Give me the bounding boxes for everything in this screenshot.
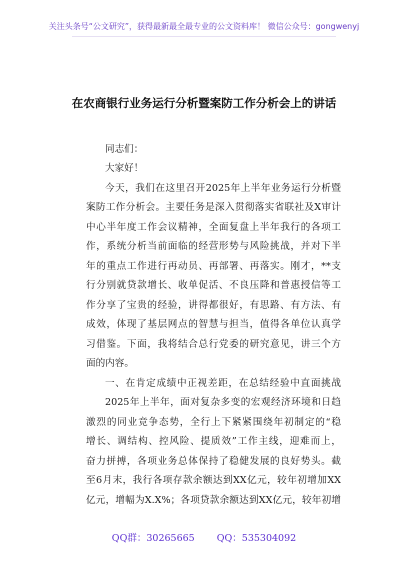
paragraph-line: 作分享了宝贵的经验，讲得都很好，有思路、有方法、有	[86, 299, 341, 311]
qq-contact-label[interactable]: QQ：535304092	[216, 533, 297, 544]
banner-divider	[72, 36, 336, 37]
paragraph-line: 行分别就贷款增长、收单促活、不良压降和普惠授信等工	[86, 280, 341, 291]
paragraph-section-one	[86, 393, 341, 510]
paragraph-line: 面的内容。	[86, 358, 134, 369]
promo-banner[interactable]: 关注头条号“公文研究”，获得最新最全最专业的公文资料库！ 微信公众号：gongwenyj	[48, 22, 360, 31]
paragraph-line: 作，系统分析当前面临的经营形势与风险挑战，并对下半	[86, 241, 341, 252]
greeting: 大家好！	[105, 163, 144, 174]
paragraph-line: 中心半年度工作会议精神，全面复盘上半年我行的各项工	[86, 221, 341, 233]
paragraph-line: 习借鉴。下面，我将结合总行党委的研究意见，讲三个方	[86, 338, 341, 350]
paragraph-line: 年的重点工作进行再动员、再部署、再落实。刚才，**支	[86, 260, 341, 272]
paragraph-line: 案防工作分析会。主要任务是深入贯彻落实省联社及X审计	[86, 202, 341, 213]
paragraph-line: 今天，我们在这里召开2025年上半年业务运行分析暨	[105, 182, 341, 194]
document-body	[86, 120, 341, 510]
paragraph-line: 亿元，增幅为X.X%；各项贷款余额达到XX亿元，较年初增	[86, 494, 341, 506]
paragraph-line: 奋力拼搏，各项业务总体保持了稳健发展的良好势头。截	[86, 455, 341, 467]
salutation: 同志们：	[105, 143, 144, 155]
paragraph-line: 激烈的同业竞争态势，全行上下紧紧围绕年初制定的“稳	[86, 416, 341, 428]
section-heading: 一、在肯定成绩中正视差距，在总结经验中直面挑战	[105, 377, 341, 389]
document-title: 在农商银行业务运行分析暨案防工作分析会上的讲话	[71, 96, 337, 110]
paragraph-line: 成效，体现了基层网点的智慧与担当，值得各单位认真学	[86, 319, 341, 330]
paragraph-line: 增长、调结构、控风险、提质效”工作主线，迎难而上，	[86, 436, 341, 447]
paragraph-line: 2025年上半年，面对复杂多变的宏观经济环境和日趋	[105, 397, 341, 408]
qq-group-label[interactable]: QQ群：30265665	[111, 533, 195, 544]
paragraph-line: 至6月末，我行各项存款余额达到XX亿元，较年初增加XX	[86, 475, 341, 486]
paragraph-opening	[86, 179, 341, 374]
blank-line	[86, 120, 341, 140]
contact-footer	[0, 533, 408, 545]
